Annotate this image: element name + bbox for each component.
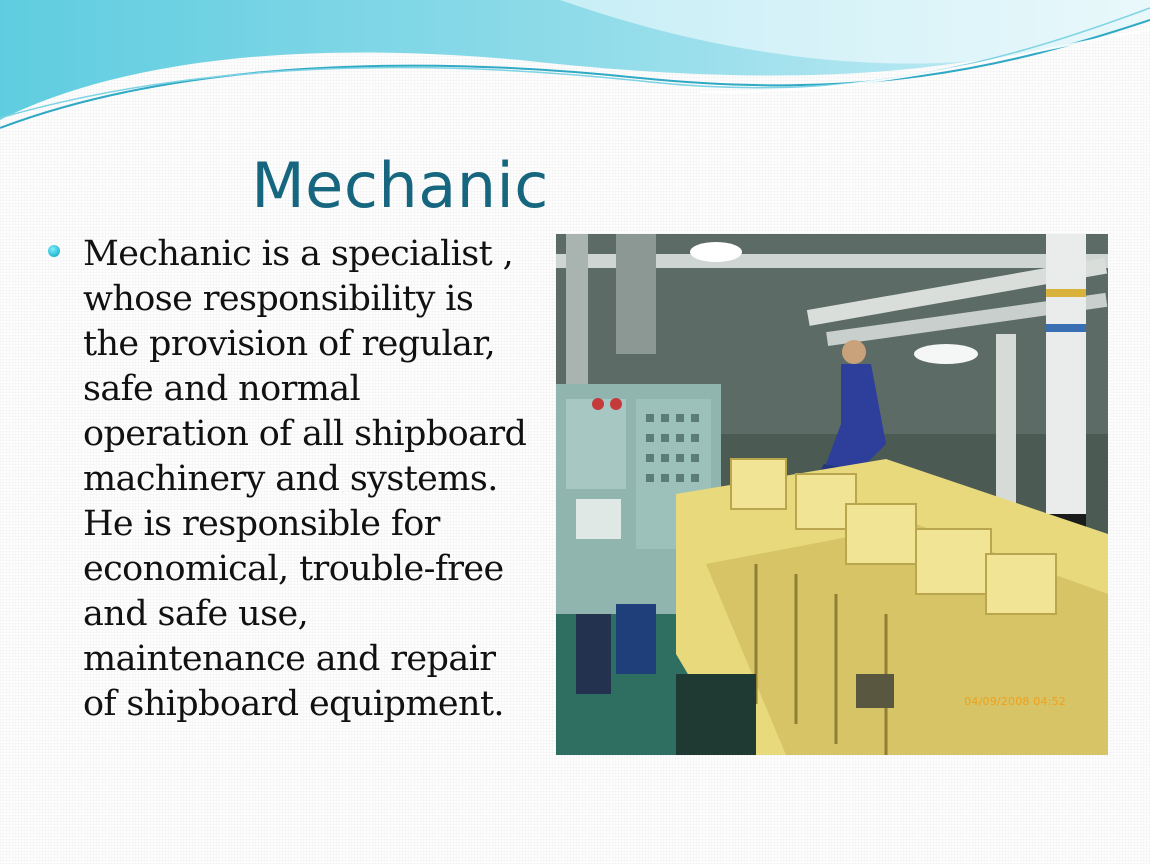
header-wave-decoration bbox=[0, 0, 1150, 140]
bullet-dot-icon bbox=[48, 245, 60, 257]
photo-timestamp: 04/09/2008 04:52 bbox=[964, 695, 1066, 708]
bullet-item-text: Mechanic is a specialist , whose responsibility is the provision of regular, safe and normal operation of all shipboard machinery and systems. He is responsible for economical, trouble-free and safe use, maintenance and repair of shipboard equipment. bbox=[83, 234, 527, 724]
engine-room-photo bbox=[556, 234, 1108, 755]
slide-title bbox=[0, 148, 800, 224]
slide-title-text: Mechanic bbox=[251, 149, 549, 222]
bullet-list bbox=[48, 232, 548, 727]
engine-room-photo-illustration bbox=[556, 234, 1108, 755]
